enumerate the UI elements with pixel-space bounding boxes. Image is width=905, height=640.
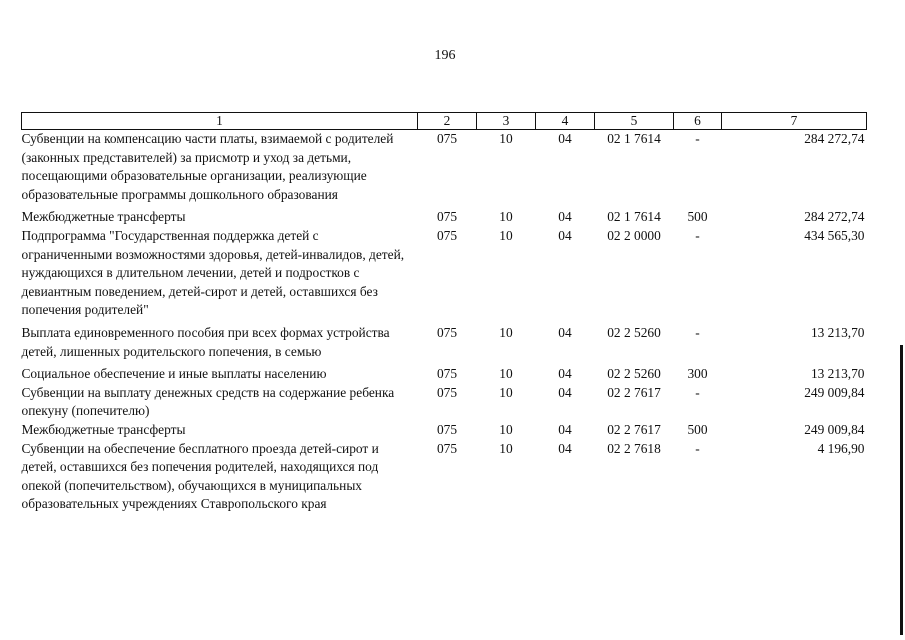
row-admin-code: 075 <box>436 324 458 340</box>
row-amount: 13 213,70 <box>810 366 865 382</box>
col-header-3: 3 <box>477 113 536 130</box>
row-subsection: 04 <box>558 209 572 225</box>
row-target-article: 02 2 7618 <box>607 440 661 456</box>
row-subsection: 04 <box>558 421 572 437</box>
row-subsection: 04 <box>558 440 572 456</box>
table-row <box>22 227 867 324</box>
row-expense-type: 500 <box>687 421 708 437</box>
row-expense-type: - <box>695 131 700 146</box>
row-name: Субвенции на компенсацию части платы, взимаемой с родителей (законных представителей) за присмотр и уход за детьми, посещающими образовательные организации, реализующие образовательные программы дошкольного образования <box>21 131 394 202</box>
row-target-article: 02 1 7614 <box>607 131 661 146</box>
row-subsection: 04 <box>558 131 572 146</box>
col-header-4: 4 <box>536 113 595 130</box>
row-section: 10 <box>499 227 513 243</box>
col-header-5: 5 <box>595 113 674 130</box>
row-amount: 284 272,74 <box>804 131 865 146</box>
row-admin-code: 075 <box>436 440 458 456</box>
row-name: Межбюджетные трансферты <box>21 209 186 225</box>
row-amount: 284 272,74 <box>804 209 865 225</box>
row-target-article: 02 2 7617 <box>607 421 661 437</box>
row-subsection: 04 <box>558 324 572 340</box>
row-target-article: 02 1 7614 <box>607 209 661 225</box>
row-amount: 249 009,84 <box>804 384 865 400</box>
row-section: 10 <box>499 384 513 400</box>
table-row <box>22 384 867 421</box>
page-number: 196 <box>434 48 456 63</box>
row-amount: 249 009,84 <box>804 421 865 437</box>
row-name: Субвенции на выплату денежных средств на содержание ребенка опекуну (попечителю) <box>21 384 395 419</box>
row-name: Подпрограмма "Государственная поддержка детей с ограниченными возможностями здоровья, детей-инвалидов, детей, нуждающихся в длительном лечении, детей и подростков с девиантным поведением, детей-сирот и детей, оставшихся без попечения родителей" <box>21 227 405 318</box>
table-header-row <box>22 113 867 130</box>
row-section: 10 <box>499 421 513 437</box>
row-subsection: 04 <box>558 227 572 243</box>
table-row <box>22 365 867 384</box>
row-amount: 434 565,30 <box>804 227 865 243</box>
row-expense-type: - <box>695 227 700 243</box>
row-expense-type: - <box>695 384 700 400</box>
table-row <box>22 421 867 440</box>
row-target-article: 02 2 0000 <box>607 227 661 243</box>
row-name: Субвенции на обеспечение бесплатного проезда детей-сирот и детей, оставшихся без попечения родителей, находящихся под опекой (попечительством), обучающихся в муниципальных образовательных учреждениях Ставропольского края <box>21 440 379 512</box>
row-target-article: 02 2 5260 <box>607 366 661 382</box>
row-expense-type: - <box>695 440 700 456</box>
row-admin-code: 075 <box>436 384 458 400</box>
row-section: 10 <box>499 324 513 340</box>
row-expense-type: 500 <box>687 209 708 225</box>
row-name: Выплата единовременного пособия при всех формах устройства детей, лишенных родительского попечения, в семью <box>21 324 390 359</box>
row-expense-type: 300 <box>687 366 708 382</box>
row-subsection: 04 <box>558 384 572 400</box>
row-amount: 13 213,70 <box>810 324 865 340</box>
table-row <box>22 208 867 227</box>
row-admin-code: 075 <box>436 227 458 243</box>
scan-edge-line <box>900 345 903 635</box>
row-subsection: 04 <box>558 366 572 382</box>
budget-table <box>21 112 867 514</box>
row-admin-code: 075 <box>436 131 458 146</box>
row-admin-code: 075 <box>436 366 458 382</box>
col-header-1: 1 <box>22 113 418 130</box>
row-admin-code: 075 <box>436 421 458 437</box>
row-section: 10 <box>499 366 513 382</box>
table-row <box>22 440 867 514</box>
row-name: Межбюджетные трансферты <box>21 421 186 437</box>
row-section: 10 <box>499 131 513 146</box>
row-expense-type: - <box>695 324 700 340</box>
row-admin-code: 075 <box>436 209 458 225</box>
row-section: 10 <box>499 209 513 225</box>
row-target-article: 02 2 5260 <box>607 324 661 340</box>
table-row <box>22 130 867 209</box>
row-name: Социальное обеспечение и иные выплаты населению <box>21 366 327 382</box>
col-header-7: 7 <box>722 113 867 130</box>
row-target-article: 02 2 7617 <box>607 384 661 400</box>
col-header-2: 2 <box>418 113 477 130</box>
row-section: 10 <box>499 440 513 456</box>
row-amount: 4 196,90 <box>817 440 865 456</box>
col-header-6: 6 <box>674 113 722 130</box>
table-row <box>22 324 867 365</box>
